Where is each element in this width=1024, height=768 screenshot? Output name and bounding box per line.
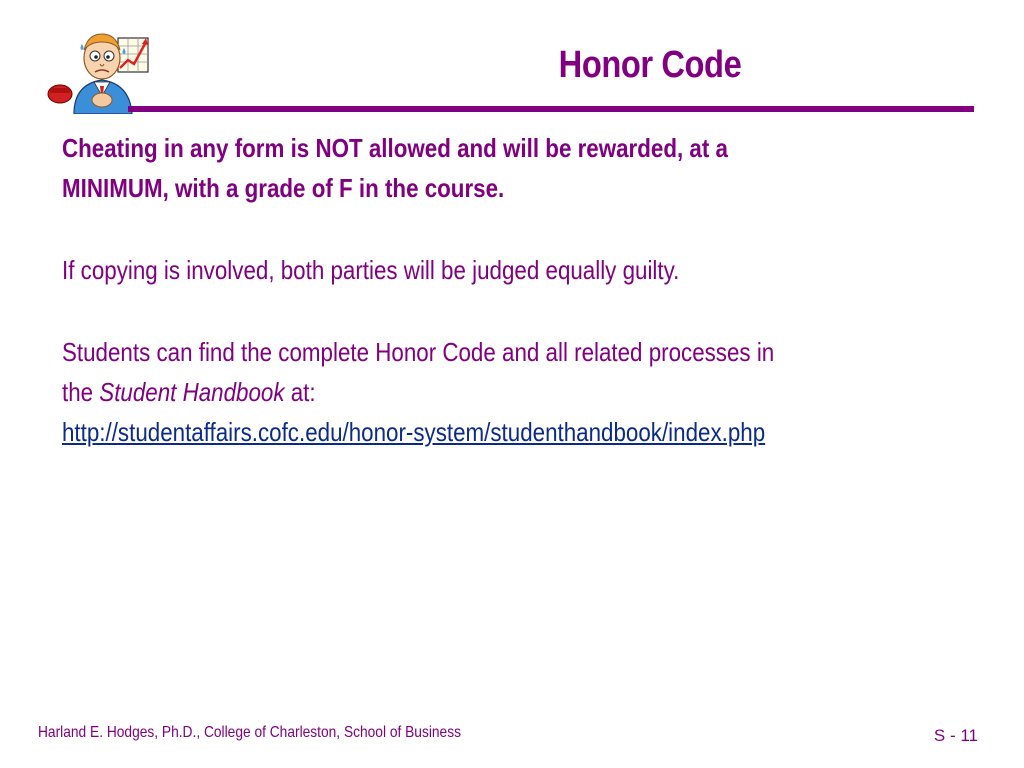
handbook-title: Student Handbook	[99, 377, 285, 407]
spacer	[62, 208, 992, 250]
handbook-line-2	[62, 372, 316, 412]
handbook-link[interactable]: http://studentaffairs.cofc.edu/honor-system/studenthandbook/index.php	[62, 417, 766, 447]
slide-title: Honor Code	[558, 44, 742, 86]
handbook-prefix: the	[62, 377, 100, 407]
cheating-line-1: Cheating in any form is NOT allowed and will be rewarded, at a	[62, 133, 728, 163]
cheating-line-2: MINIMUM, with a grade of F in the course.	[62, 173, 505, 203]
footer-author-text: Harland E. Hodges, Ph.D., College of Charleston, School of Business	[38, 724, 461, 741]
cheating-paragraph	[62, 128, 992, 208]
copying-text: If copying is involved, both parties will be judged equally guilty.	[62, 255, 680, 285]
handbook-suffix: at:	[284, 377, 316, 407]
worried-businessman-with-chart-icon	[44, 22, 156, 114]
footer-author	[38, 724, 530, 742]
slide-number: S - 11	[933, 726, 978, 745]
handbook-line-1: Students can find the complete Honor Code and all related processes in	[62, 337, 775, 367]
copying-paragraph	[62, 250, 992, 290]
spacer	[62, 290, 992, 332]
title-divider	[128, 106, 974, 112]
handbook-paragraph	[62, 332, 992, 452]
slide-body	[62, 128, 992, 452]
